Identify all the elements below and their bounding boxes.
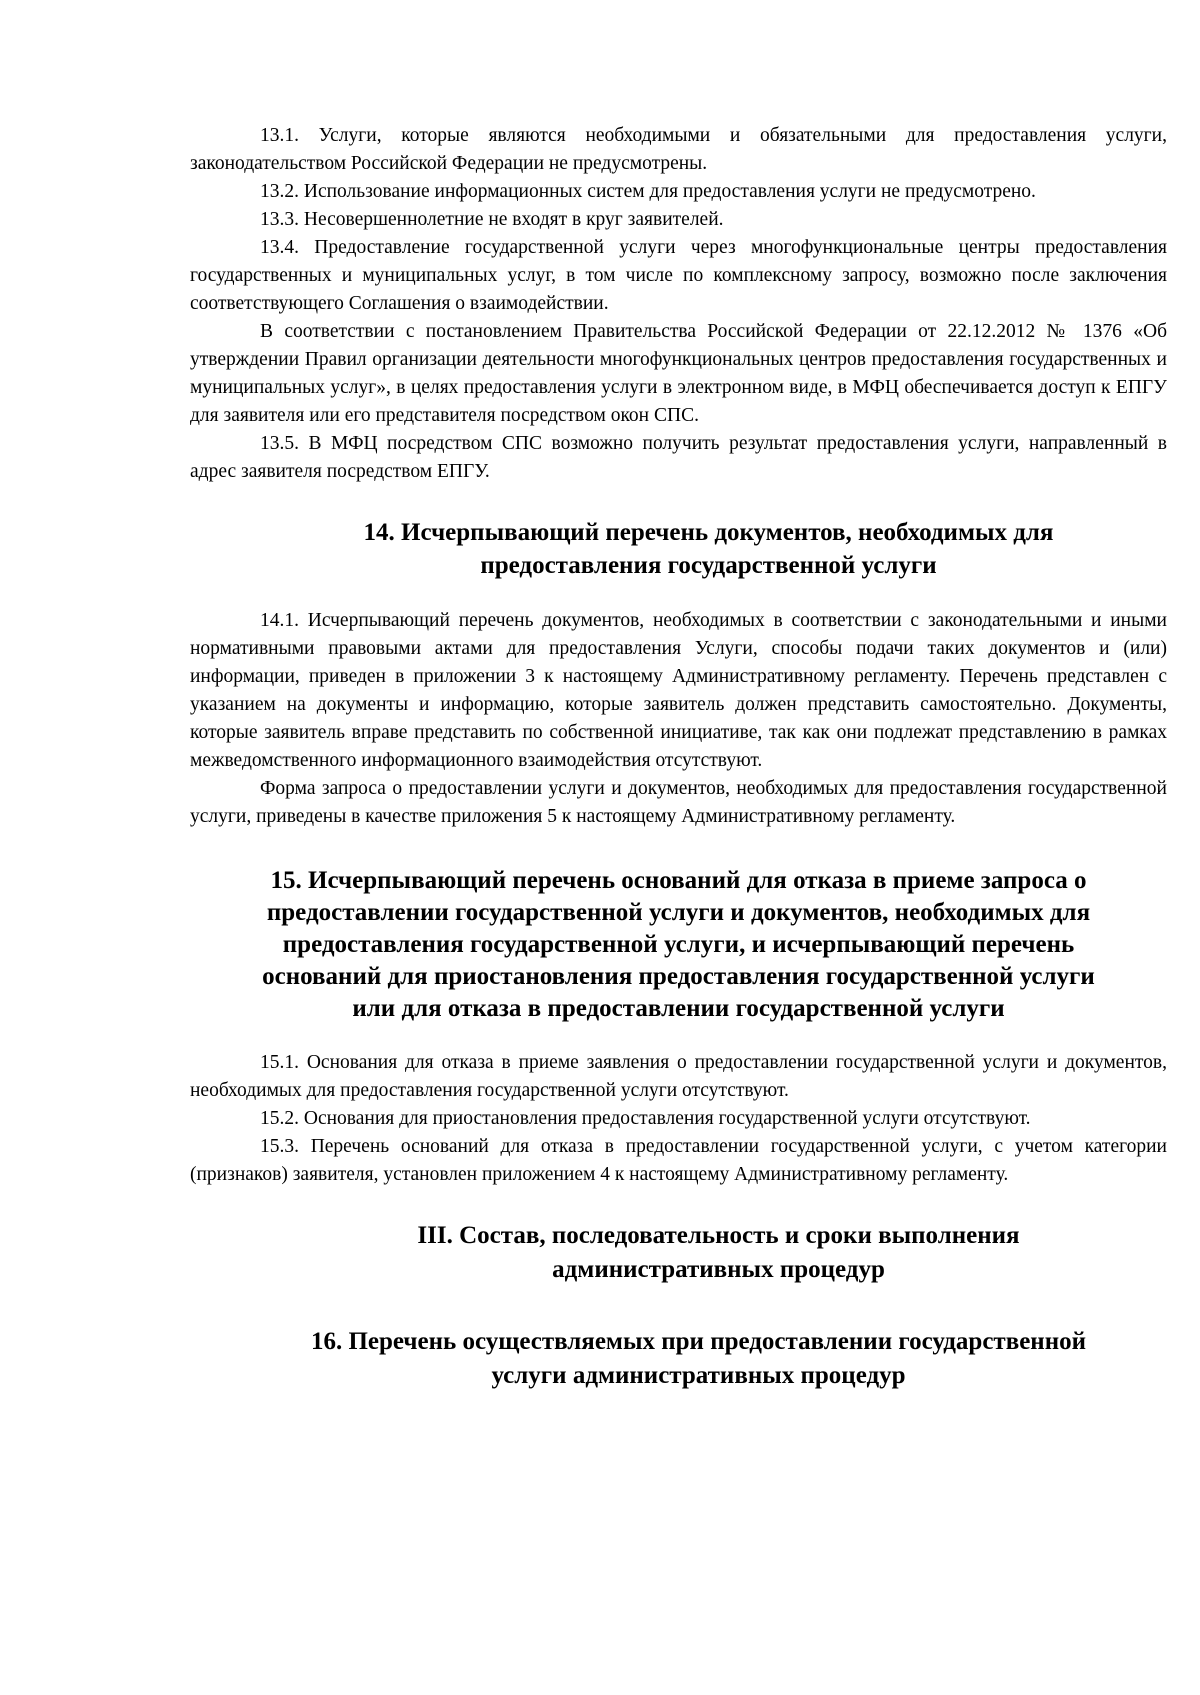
paragraph-15-2: 15.2. Основания для приостановления предоставления государственной услуги отсутствуют. [260,1108,1031,1129]
section-15-heading-line1: 15. Исчерпывающий перечень оснований для отказа в приеме запроса о [270,867,1087,894]
section-15-heading-line4: оснований для приостановления предоставления государственной услуги [262,963,1095,990]
section-14-heading-line1: 14. Исчерпывающий перечень документов, необходимых для [363,519,1054,546]
section-III-heading [190,1219,1167,1287]
section-15-heading-line5: или для отказа в предоставлении государственной услуги [352,995,1005,1022]
section-15-heading [190,865,1167,1025]
section-14-heading [190,516,1167,582]
section-III-heading-line2: административных процедур [552,1256,885,1283]
section-15-heading-line2: предоставлении государственной услуги и документов, необходимых для [266,899,1091,926]
paragraph-13-1: 13.1. Услуги, которые являются необходимыми и обязательными для предоставления услуги, законодательством Российской Федерации не предусмотрены. [190,125,1167,174]
paragraph-13-4: 13.4. Предоставление государственной услуги через многофункциональные центры предоставления государственных и муниципальных услуг, в том числе по комплексному запросу, возможно после заключения соответствующего Соглашения о взаимодействии. [190,237,1167,314]
section-15-heading-line3: предоставления государственной услуги, и исчерпывающий перечень [282,931,1075,958]
paragraph-14-1: 14.1. Исчерпывающий перечень документов, необходимых в соответствии с законодательными и иными нормативными правовыми актами для предоставления Услуги, способы подачи таких документов и (или) информации, приведен в приложении 3 к настоящему Административному регламенту. Перечень представлен с указанием на документы и информацию, которые заявитель должен представить самостоятельно. Документы, которые заявитель вправе представить по собственной инициативе, так как они подлежат представлению в рамках межведомственного информационного взаимодействия отсутствуют. [190,610,1167,771]
paragraph-13-3: 13.3. Несовершеннолетние не входят в круг заявителей. [260,209,724,230]
paragraph-15-3: 15.3. Перечень оснований для отказа в предоставлении государственной услуги, с учетом категории (признаков) заявителя, установлен приложением 4 к настоящему Административному регламенту. [190,1136,1167,1185]
paragraph-15-1: 15.1. Основания для отказа в приеме заявления о предоставлении государственной услуги и документов, необходимых для предоставления государственной услуги отсутствуют. [190,1052,1167,1101]
section-III-heading-line1: III. Состав, последовательность и сроки выполнения [417,1222,1020,1249]
paragraph-13-2: 13.2. Использование информационных систем для предоставления услуги не предусмотрено. [260,181,1036,202]
section-16-heading [190,1325,1167,1393]
section-14-heading-line2: предоставления государственной услуги [480,552,937,579]
paragraph-13-4-cont: В соответствии с постановлением Правительства Российской Федерации от 22.12.2012 № 1376 «Об утверждении Правил организации деятельности многофункциональных центров предоставления государственных и муниципальных услуг», в целях предоставления услуги в электронном виде, в МФЦ обеспечивается доступ к ЕПГУ для заявителя или его представителя посредством окон СПС. [190,321,1167,426]
document-body [190,122,1167,1393]
section-16-heading-line1: 16. Перечень осуществляемых при предоставлении государственной [310,1328,1087,1355]
paragraph-14-form: Форма запроса о предоставлении услуги и документов, необходимых для предоставления государственной услуги, приведены в качестве приложения 5 к настоящему Административному регламенту. [190,778,1167,827]
section-16-heading-line2: услуги административных процедур [491,1362,906,1389]
paragraph-13-5: 13.5. В МФЦ посредством СПС возможно получить результат предоставления услуги, направленный в адрес заявителя посредством ЕПГУ. [190,433,1167,482]
